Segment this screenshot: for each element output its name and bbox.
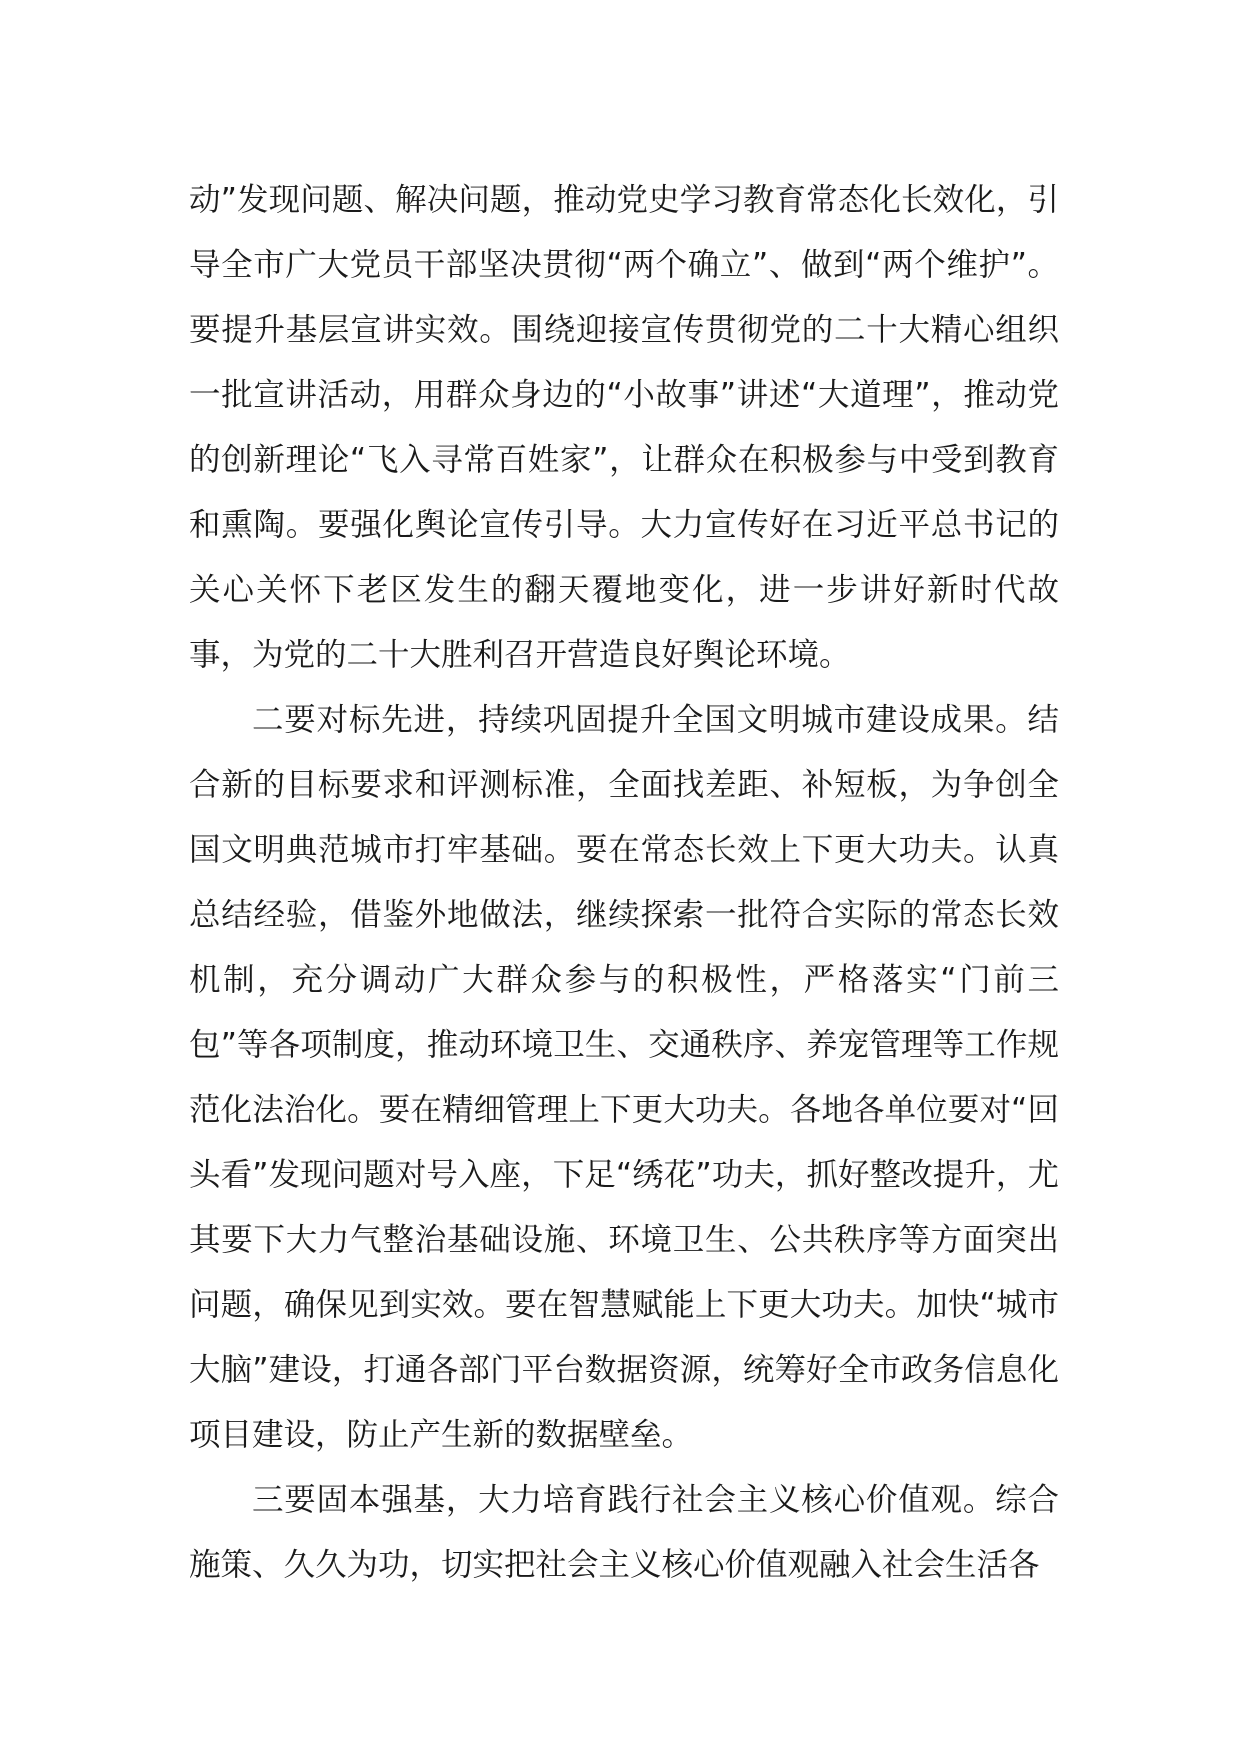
body-text: [189, 168, 1059, 1598]
paragraph-3: 三要固本强基，大力培育践行社会主义核心价值观。综合施策、久久为功，切实把社会主义核心价值观融入社会生活各: [189, 1482, 1059, 1583]
paragraph-1: 动”发现问题、解决问题，推动党史学习教育常态化长效化，引导全市广大党员干部坚决贯彻“两个确立”、做到“两个维护”。要提升基层宣讲实效。围绕迎接宣传贯彻党的二十大精心组织一批宣讲活动，用群众身边的“小故事”讲述“大道理”，推动党的创新理论“飞入寻常百姓家”，让群众在积极参与中受到教育和熏陶。要强化舆论宣传引导。大力宣传好在习近平总书记的关心关怀下老区发生的翻天覆地变化，进一步讲好新时代故事，为党的二十大胜利召开营造良好舆论环境。: [189, 182, 1059, 673]
paragraph-2: 二要对标先进，持续巩固提升全国文明城市建设成果。结合新的目标要求和评测标准，全面找差距、补短板，为争创全国文明典范城市打牢基础。要在常态长效上下更大功夫。认真总结经验，借鉴外地做法，继续探索一批符合实际的常态长效机制，充分调动广大群众参与的积极性，严格落实“门前三包”等各项制度，推动环境卫生、交通秩序、养宠管理等工作规范化法治化。要在精细管理上下更大功夫。各地各单位要对“回头看”发现问题对号入座，下足“绣花”功夫，抓好整改提升，尤其要下大力气整治基础设施、环境卫生、公共秩序等方面突出问题，确保见到实效。要在智慧赋能上下更大功夫。加快“城市大脑”建设，打通各部门平台数据资源，统筹好全市政务信息化项目建设，防止产生新的数据壁垒。: [189, 702, 1059, 1453]
